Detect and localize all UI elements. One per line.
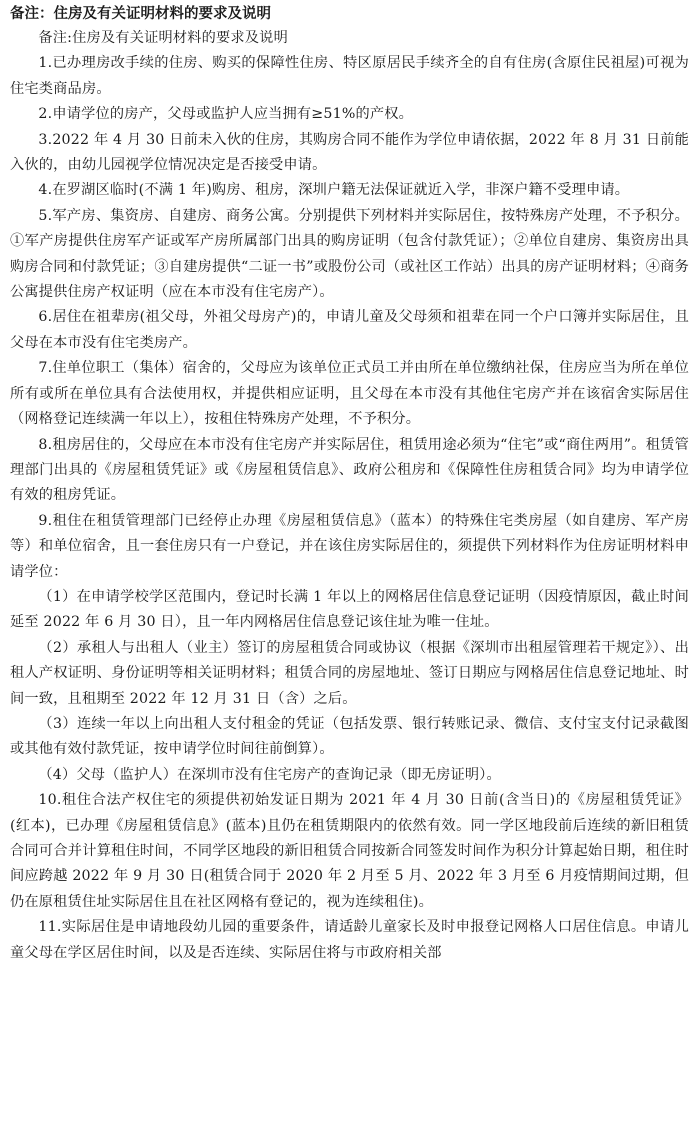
paragraph-item-3: 3.2022 年 4 月 30 日前未入伙的住房，其购房合同不能作为学位申请依据，2022 年 8 月 31 日前能入伙的，由幼儿园视学位情况决定是否接受申请。 (10, 131, 689, 174)
notes-heading: 备注：住房及有关证明材料的要求及说明 (10, 6, 271, 22)
paragraph-item-4: 4.在罗湖区临时(不满 1 年)购房、租房，深圳户籍无法保证就近入学，非深户籍不受理申请。 (38, 182, 630, 199)
paragraph-item-9-sub-4: （4）父母（监护人）在深圳市没有住宅房产的查询记录（即无房证明）。 (38, 766, 501, 783)
paragraph-item-6: 6.居住在祖辈房(祖父母，外祖父母房产)的，申请儿童及父母须和祖辈在同一个户口簿并实际居住，且父母在本市没有住宅类房产。 (10, 309, 689, 351)
paragraph-item-9-sub-1: （1）在申请学校学区范围内，登记时长满 1 年以上的网格居住信息登记证明（因疫情原因，截止时间延至 2022 年 6 月 30 日），且一年内网格居住信息登记该住址为唯一住址。 (10, 588, 689, 631)
paragraph-item-9-sub-3: （3）连续一年以上向出租人支付租金的凭证（包括发票、银行转账记录、微信、支付宝支付记录截图或其他有效付款凭证，按申请学位时间往前倒算）。 (10, 715, 689, 758)
paragraph-item-10: 10.租住合法产权住宅的须提供初始发证日期为 2021 年 4 月 30 日前(含当日)的《房屋租赁凭证》(红本)，已办理《房屋租赁信息》(蓝本)且仍在租赁期限内的依然有效。同一学区地段前后连续的新旧租赁合同可合并计算租住时间，不同学区地段的新旧租赁合同按新合同签发时间作为积分计算起始日期，租住时间应跨越 2022 年 9 月 30 日(租赁合同于 2020 年 2 月至 5 月、2022 年 3 月至 6 月疫情期间过期，但仍在原租赁住址实际居住且在社区网格有登记的，视为连续租住)。 (10, 792, 689, 910)
paragraph-item-1: 1.已办理房改手续的住房、购买的保障性住房、特区原居民手续齐全的自有住房(含原住民祖屋)可视为住宅类商品房。 (10, 55, 689, 97)
paragraph-item-9-sub-2: （2）承租人与出租人（业主）签订的房屋租赁合同或协议（根据《深圳市出租屋管理若干规定》）、出租人产权证明、身份证明等相关证明材料；租赁合同的房屋地址、签订日期应与网格居住信息登记地址、时间一致，且租期至 2022 年 12 月 31 日（含）之后。 (10, 639, 689, 707)
paragraph-item-11: 11.实际居住是申请地段幼儿园的重要条件，请适龄儿童家长及时申报登记网格人口居住信息。申请儿童父母在学区居住时间，以及是否连续、实际居住将与市政府相关部 (10, 919, 689, 961)
paragraph-subtitle: 备注:住房及有关证明材料的要求及说明 (38, 30, 288, 46)
paragraph-item-9: 9.租住在租赁管理部门已经停止办理《房屋租赁信息》（蓝本）的特殊住宅类房屋（如自建房、军产房等）和单位宿舍，且一套住房只有一户登记，并在该住房实际居住的，须提供下列材料作为住房证明材料申请学位： (10, 512, 689, 580)
paragraph-item-2: 2.申请学位的房产，父母或监护人应当拥有≥51%的产权。 (38, 106, 414, 123)
paragraph-item-5: 5.军产房、集资房、自建房、商务公寓。分别提供下列材料并实际居住，按特殊房产处理，不予积分。①军产房提供住房军产证或军产房所属部门出具的购房证明（包含付款凭证）；②单位自建房、集资房出具购房合同和付款凭证；③自建房提供“二证一书”或股份公司（或社区工作站）出具的房产证明材料；④商务公寓提供住房产权证明（应在本市没有住宅房产）。 (10, 207, 689, 301)
paragraph-item-7: 7.住单位职工（集体）宿舍的，父母应为该单位正式员工并由所在单位缴纳社保，住房应当为所在单位所有或所在单位具有合法使用权，并提供相应证明，且父母在本市没有其他住宅房产并在该宿舍实际居住（网格登记连续满一年以上），按租住特殊房产处理，不予积分。 (10, 360, 689, 428)
paragraph-item-8: 8.租房居住的，父母应在本市没有住宅房产并实际居住，租赁用途必须为“住宅”或“商住两用”。租赁管理部门出具的《房屋租赁凭证》或《房屋租赁信息》、政府公租房和《保障性住房租赁合同》均为申请学位有效的租房凭证。 (10, 436, 689, 504)
